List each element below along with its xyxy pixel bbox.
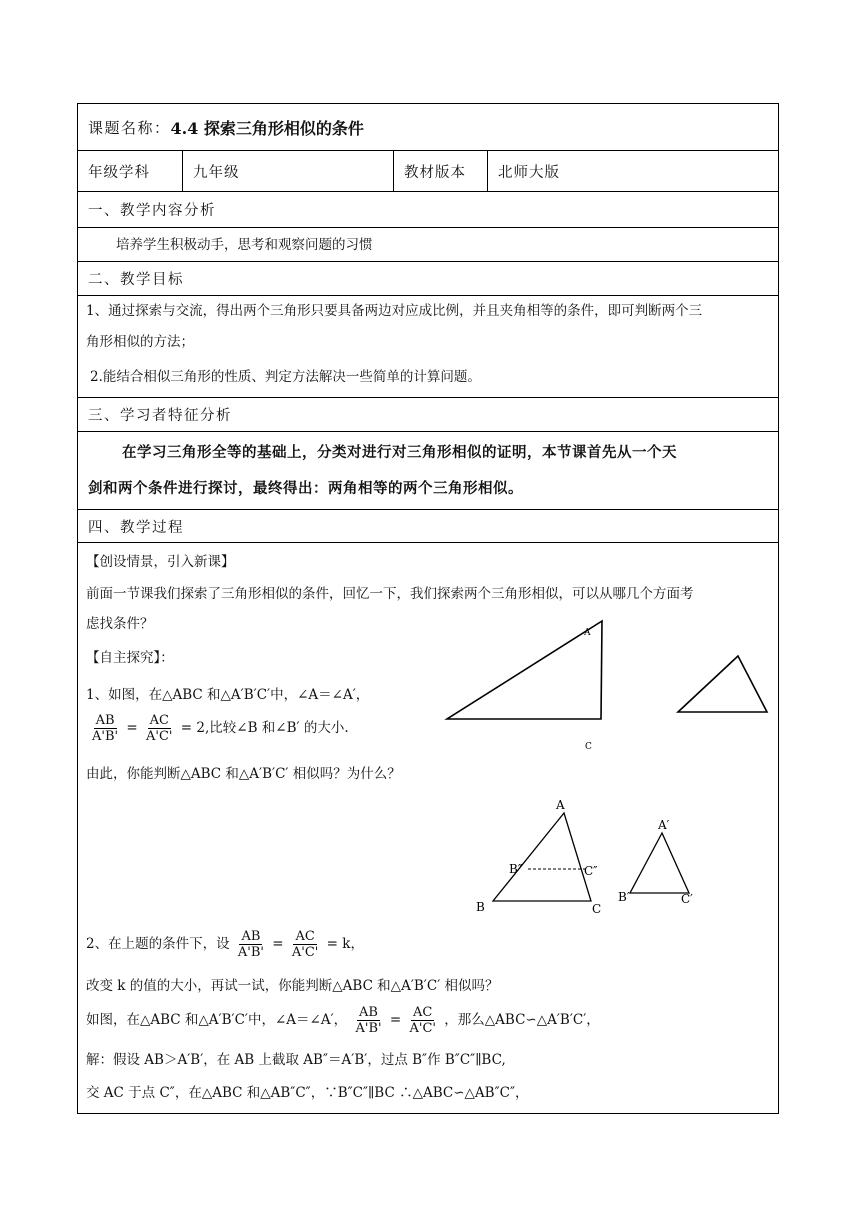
fraction-ab (90, 713, 120, 744)
q2-line2: 改变 k 的值的大小，再试一试，你能判断△ABC 和△A′B′C′ 相似吗？ (86, 978, 499, 994)
frac-ab-num: AB (95, 713, 115, 728)
grade-label: 年级学科 (78, 151, 183, 191)
label-Bp: B′ (618, 890, 630, 904)
frac-ab-den: A'B' (92, 729, 119, 744)
frac-ac-num-3: AC (413, 1005, 433, 1020)
title-label: 课题名称： (88, 118, 171, 137)
triangles-figure-bottom (468, 793, 768, 923)
solution-line1: 解：假设 AB＞A′B′，在 AB 上截取 AB″＝A′B′，过点 B″作 B″C″∥BC, (86, 1052, 506, 1068)
section1-heading-text: 一、教学内容分析 (88, 203, 216, 219)
section1-heading (78, 192, 778, 228)
goal2: 2.能结合相似三角形的性质、判定方法解决一些简单的计算问题。 (90, 369, 481, 385)
label-C: C (592, 902, 602, 916)
q2-line1: 2、在上题的条件下，设 $\frac{AB}{A'B'}$ = $\frac{AC}{A'C'}$ = k， (86, 929, 364, 960)
frac-ac-num-2: AC (295, 929, 315, 944)
eq-two: = 2 (180, 720, 205, 736)
frac-ac-den-3: A'C' (409, 1021, 436, 1036)
q1-line2-tail: ,比较∠B 和∠B′ 的大小. (204, 720, 349, 736)
frac-ab-num-2: AB (241, 929, 261, 944)
section2-heading-text: 二、教学目标 (88, 272, 184, 288)
q1-line3: 由此，你能判断△ABC 和△A′B′C′ 相似吗？为什么？ (86, 766, 401, 782)
label-B: B (476, 900, 485, 914)
triangle-small-top (678, 656, 767, 712)
section2-heading (78, 262, 778, 296)
frac-ac-den: A'C' (146, 729, 173, 744)
label-A: A (556, 798, 565, 812)
triangle-apbpcp (630, 833, 689, 893)
q2-suffix: ， (350, 936, 364, 952)
label-Ap: A′ (658, 818, 670, 832)
section2-body (78, 296, 778, 398)
lesson-title: 4.4 探索三角形相似的条件 (170, 118, 364, 138)
fraction-ab-3 (353, 1005, 383, 1036)
p-intro-line1: 前面一节课我们探索了三角形相似的条件，回忆一下，我们探索两个三角形相似，可以从哪几个方面考 (86, 586, 694, 602)
label-Cp: C′ (681, 892, 693, 906)
label-top-partial: A (584, 628, 591, 638)
q3-suffix: ，那么△ABC∽△A′B′C′， (444, 1012, 600, 1028)
label-C2: C″ (584, 864, 598, 878)
section3-line1: 在学习三角形全等的基础上，分类对进行对三角形相似的证明，本节课首先从一个天 (122, 444, 677, 461)
triangle-abc (493, 813, 591, 901)
frac-ab-den-2: A'B' (237, 945, 264, 960)
q1-line1: 1、如图，在△ABC 和△A′B′C′中，∠A＝∠A′， (86, 687, 370, 703)
grade-row (78, 151, 778, 192)
edition-value: 北师大版 (498, 164, 560, 181)
section3-body (78, 432, 778, 510)
fraction-ac (144, 713, 174, 744)
section3-heading (78, 398, 778, 432)
goal1-line2: 角形相似的方法； (86, 334, 194, 350)
section4-heading-text: 四、教学过程 (88, 519, 184, 536)
p-intro-line2: 虑找条件？ (86, 616, 154, 632)
solution-line2: 交 AC 于点 C″，在△ABC 和△AB″C″，∵B″C″∥BC ∴△ABC∽△AB″C″， (86, 1085, 529, 1101)
section4-body (78, 543, 778, 1113)
grade-value: 九年级 (183, 151, 394, 191)
q1-equation: $\frac{AB}{A'B'}$ = $\frac{AC}{A'C'}$ = 2,比较∠B 和∠B′ 的大小. (92, 713, 349, 744)
p-explore-heading: 【自主探究】： (86, 650, 174, 666)
q3-prefix: 如图，在△ABC 和△A′B′C′中，∠A＝∠A′， (86, 1012, 348, 1028)
fraction-ac-3 (407, 1005, 437, 1036)
label-bottom-partial: C (585, 742, 592, 751)
q2-prefix: 2、在上题的条件下，设 (86, 936, 230, 952)
section4-heading (78, 510, 778, 543)
frac-ac-num: AC (149, 713, 169, 728)
label-B2: B″ (509, 862, 523, 876)
lesson-plan-table (77, 103, 779, 1114)
section1-body (78, 228, 778, 262)
goal1-line1: 1、通过探索与交流，得出两个三角形只要具备两边对应成比例，并且夹角相等的条件，即可判断两个三 (86, 303, 703, 319)
triangles-figure-top (438, 611, 778, 751)
section3-heading-text: 三、学习者特征分析 (88, 408, 232, 424)
q3-line: 如图，在△ABC 和△A′B′C′中，∠A＝∠A′， $\frac{AB}{A'B'}$ = $\frac{AC}{A'C'}$ ，那么△ABC∽△A′B′C′， (86, 1005, 600, 1036)
frac-ab-num-3: AB (359, 1005, 378, 1020)
fraction-ab-2 (236, 929, 266, 960)
eq-k: = k (326, 936, 351, 952)
p-intro-heading: 【创设情景，引入新课】 (86, 554, 235, 570)
fraction-ac-2 (290, 929, 320, 960)
frac-ac-den-2: A'C' (291, 945, 319, 960)
edition-label: 教材版本 (394, 151, 488, 191)
frac-ab-den-3: A'B' (355, 1021, 382, 1036)
section1-body-text: 培养学生积极动手，思考和观察问题的习惯 (116, 237, 373, 253)
triangle-large-top (447, 621, 602, 719)
title-row (78, 104, 778, 151)
section3-line2: 剑和两个条件进行探讨，最终得出：两角相等的两个三角形相似。 (88, 480, 523, 497)
